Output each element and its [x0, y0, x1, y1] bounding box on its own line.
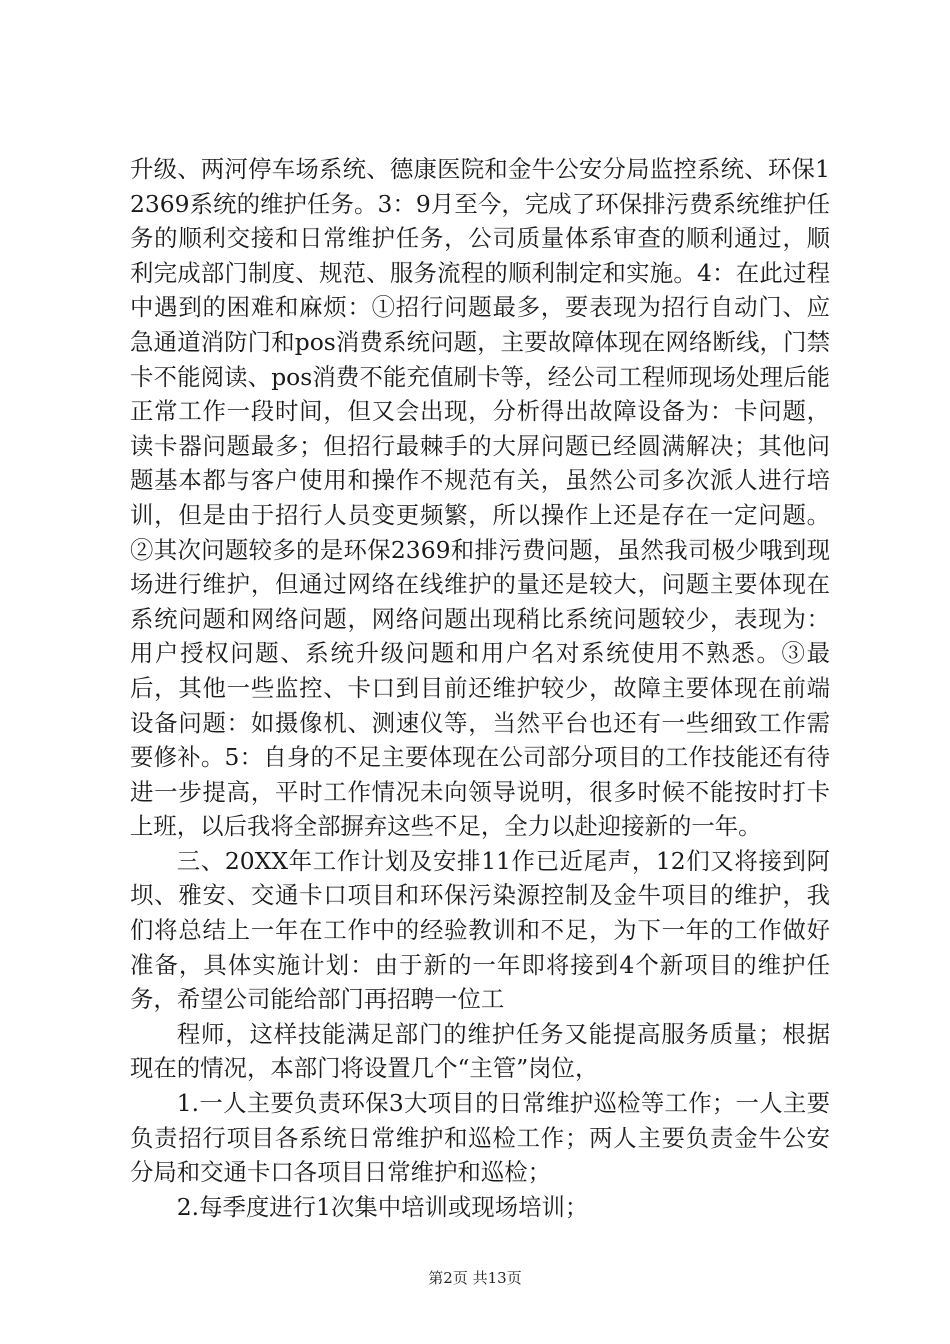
document-body: [130, 152, 830, 1224]
list-item-1: 1.一人主要负责环保3大项目的日常维护巡检等工作；一人主要负责招行项目各系统日常维护和巡检工作；两人主要负责金牛公安分局和交通卡口各项目日常维护和巡检；: [130, 1089, 830, 1187]
paragraph-plan-continued: 程师，这样技能满足部门的维护任务又能提高服务质量；根据现在的情况，本部门将设置几个“主管”岗位，: [130, 1019, 830, 1083]
page-number-footer: 第2页 共13页: [428, 1269, 522, 1287]
list-item-2: 2.每季度进行1次集中培训或现场培训；: [176, 1192, 589, 1221]
paragraph-summary: 升级、两河停车场系统、德康医院和金牛公安分局监控系统、环保12369系统的维护任务。3：9月至今，完成了环保排污费系统维护任务的顺利交接和日常维护任务，公司质量体系审查的顺利通过，顺利完成部门制度、规范、服务流程的顺利制定和实施。4：在此过程中遇到的困难和麻烦：①招行问题最多，要表现为招行自动门、应急通道消防门和pos消费系统问题，主要故障体现在网络断线，门禁卡不能阅读、pos消费不能充值刷卡等，经公司工程师现场处理后能正常工作一段时间，但又会出现，分析得出故障设备为：卡问题，读卡器问题最多；但招行最棘手的大屏问题已经圆满解决；其他问题基本都与客户使用和操作不规范有关，虽然公司多次派人进行培训，但是由于招行人员变更频繁，所以操作上还是存在一定问题。②其次问题较多的是环保2369和排污费问题，虽然我司极少哦到现场进行维护，但通过网络在线维护的量还是较大，问题主要体现在系统问题和网络问题，网络问题出现稍比系统问题较少，表现为：用户授权问题、系统升级问题和用户名对系统使用不熟悉。③最后，其他一些监控、卡口到目前还维护较少，故障主要体现在前端设备问题：如摄像机、测速仪等，当然平台也还有一些细致工作需要修补。5：自身的不足主要体现在公司部分项目的工作技能还有待进一步提高，平时工作情况未向领导说明，很多时候不能按时打卡上班，以后我将全部摒弃这些不足，全力以赴迎接新的一年。: [130, 155, 830, 841]
paragraph-plan: 三、20XX年工作计划及安排11作已近尾声，12们又将接到阿坝、雅安、交通卡口项目和环保污染源控制及金牛项目的维护，我们将总结上一年在工作中的经验教训和不足，为下一年的工作做好准备，具体实施计划：由于新的一年即将接到4个新项目的维护任务，希望公司能给部门再招聘一位工: [130, 846, 830, 1014]
